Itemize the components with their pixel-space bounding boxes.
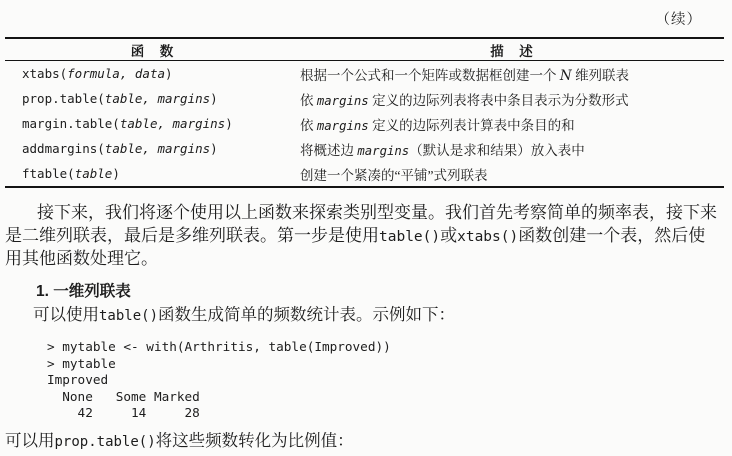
table-header-row — [5, 39, 724, 61]
function-table — [5, 37, 724, 188]
text-run: 是二维列联表，最后是多维列联表。第一步是使用 — [5, 225, 379, 245]
function-cell — [5, 66, 300, 81]
code-run: margin.table( — [22, 116, 120, 131]
text-run: 依 — [300, 117, 317, 133]
paragraph-line — [5, 202, 728, 225]
text-run: 函数创建一个表，然后使 — [518, 225, 706, 245]
body-paragraph — [5, 202, 728, 271]
code-run: formula, data — [67, 66, 165, 81]
code-run: addmargins( — [22, 141, 105, 156]
code-run: xtabs( — [22, 66, 68, 81]
text-run: （默认是求和结果）放入表中 — [409, 142, 585, 158]
code-run: table, margins — [119, 116, 226, 131]
description-cell — [300, 64, 724, 84]
column-header-function: 函 数 — [130, 43, 175, 59]
code-run: margins — [316, 118, 369, 133]
text-run: 可以用 — [5, 431, 55, 450]
table-row — [5, 111, 724, 136]
code-line: > mytable — [47, 355, 116, 371]
text-run: 依 — [300, 92, 317, 108]
column-header-description: 描 述 — [490, 43, 534, 59]
text-run: 将这些频数转化为比例值： — [155, 431, 354, 450]
function-cell — [5, 116, 300, 131]
code-run: table — [74, 166, 113, 181]
text-run: 可以使用 — [33, 305, 99, 324]
description-cell — [300, 164, 724, 184]
table-row — [5, 136, 724, 161]
text-run: 定义的边际列表将表中条目表示为分数形式 — [368, 92, 629, 108]
text-run: 用其他函数处理它。 — [5, 249, 158, 268]
text-run: 根据一个公式和一个矩阵或数据框创建一个 — [300, 67, 560, 83]
code-line: Improved — [47, 372, 109, 388]
section-intro — [33, 301, 455, 325]
text-run: 接下来，我们将逐个使用以上函数来探索类别型变量。我们首先考察简单的频率表，接下来 — [37, 203, 717, 222]
code-run: table() — [99, 308, 159, 324]
r-code-block — [47, 339, 391, 422]
code-run: xtabs() — [457, 228, 519, 245]
code-run: margins — [357, 143, 410, 158]
description-cell — [300, 114, 724, 134]
paragraph-line — [5, 225, 728, 249]
text-run: 或 — [440, 225, 458, 245]
text-run: 函数生成简单的频数统计表。示例如下： — [158, 305, 456, 324]
text-run: 定义的边际列表计算表中条目的和 — [368, 117, 575, 133]
paragraph-line — [5, 248, 728, 271]
code-run: table, margins — [104, 141, 211, 156]
section-heading: 1. 一维列联表 — [36, 283, 131, 300]
code-run: ) — [165, 66, 173, 81]
code-run: table, margins — [104, 91, 211, 106]
continued-label: （续） — [655, 12, 702, 28]
table-row — [5, 61, 724, 86]
text-run: 维列联表 — [571, 67, 630, 83]
closing-line — [5, 427, 354, 451]
table-row — [5, 86, 724, 111]
code-run: table() — [379, 228, 441, 245]
table-row — [5, 161, 724, 186]
description-cell — [300, 89, 724, 109]
code-run: ) — [210, 141, 218, 156]
function-cell — [5, 166, 300, 181]
table-body — [5, 61, 724, 186]
code-line: 42 14 28 — [47, 405, 200, 421]
text-run: 将概述边 — [300, 142, 358, 158]
text-run: 创建一个紧凑的“平铺”式列联表 — [300, 167, 488, 183]
code-run: prop.table() — [54, 434, 156, 450]
code-run: ) — [210, 91, 218, 106]
code-run: N — [559, 67, 572, 84]
function-cell — [5, 91, 300, 106]
code-line: > mytable <- with(Arthritis, table(Improved)) — [47, 339, 391, 354]
description-cell — [300, 139, 724, 159]
code-run: prop.table( — [22, 91, 105, 106]
code-run: ftable( — [22, 166, 75, 181]
code-run: ) — [112, 166, 120, 181]
function-cell — [5, 141, 300, 156]
code-run: margins — [316, 93, 369, 108]
code-line: None Some Marked — [47, 388, 200, 404]
code-run: ) — [225, 116, 233, 131]
